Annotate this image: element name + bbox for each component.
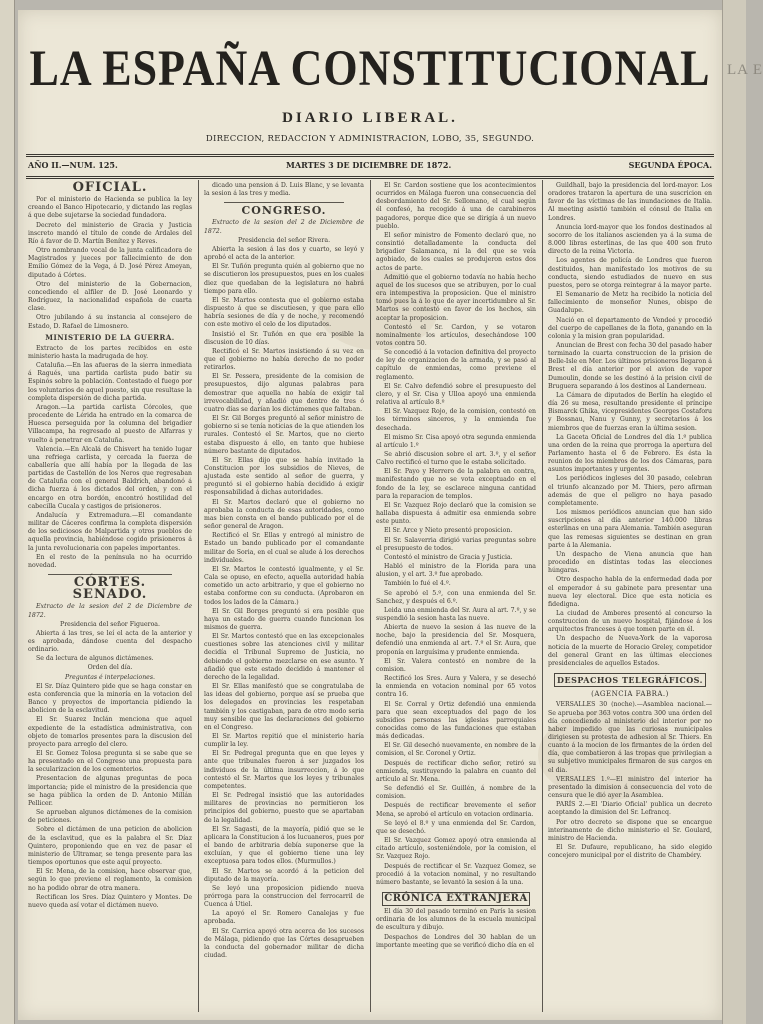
article-paragraph: Anuncian de Brest con fecha 30 del pasado haber terminado la cuarta construccion de la prision de Belle-Isle en Mer. Los últimos prisioneros llegaron á Brest el día anterior por el avion de vapor Dumoulin, donde se les destinó á la prision civil de Bruguera separando á los destinos al Landerneau. (548, 341, 712, 390)
article-paragraph: El Sr. Carrica apoyó otra acerca de los sucesos de Málaga, pidiendo que las Córtes desaprueben la conducta del gobernador militar de dicha ciudad. (204, 927, 364, 960)
article-paragraph: Rectificó el Sr. Martos insistiendo á su vez en que el gobierno no había derecho de no poder retirarlos. (204, 347, 364, 372)
article-paragraph: La apoyó el Sr. Romero Canalejas y fue aprobada. (204, 910, 364, 926)
article-paragraph: Abierta la sesion á las dos y cuarto, se leyó y aprobó el acta de la anterior. (204, 245, 364, 262)
article-paragraph: El Sr. Vazquez Gomez apoyó otra enmienda al citado artículo, sosteniéndole, por la comision, el Sr. Vazquez Rojo. (376, 837, 536, 861)
article-paragraph: El Sr. Gil desechó nuevamente, en nombre de la comision, el Sr. Coronel y Ortiz. (376, 742, 536, 758)
issue-date: MARTES 3 DE DICIEMBRE DE 1872. (286, 160, 452, 170)
article-paragraph: Extracto de los partes recibidos en este ministerio hasta la madrugada de hoy. (28, 344, 192, 360)
article-paragraph: El Sr. Sagasti, de la mayoría, pidió que se le aplicara la Constitucion á los lucuaneros, pues por el bando de arbitraria debía suponerse que la excluían, y que el gobierno tiene una ley exceptuosa para todos ellos. (Murmullos.) (204, 825, 364, 866)
article-paragraph: El Sr. Salaverria dirigió varias preguntas sobre el presupuesto de todos. (376, 536, 536, 552)
article-paragraph: Por otro decreto se dispone que se encargue interinamente de dicho ministerio el Sr. Goulard, ministro de Hacienda. (548, 818, 712, 842)
section-guerra-heading: MINISTERIO DE LA GUERRA. (45, 332, 175, 342)
article-paragraph: El mismo Sr. Cisa apoyó otra segunda enmienda al artículo 1.º (376, 433, 536, 449)
article-paragraph: El Sr. Mena, de la comision, hace observar que, según lo que previene el reglamento, la comision no ha podido obrar de otra manera. (28, 868, 192, 892)
article-paragraph: Rectificó los Sres. Aura y Valera, y se desechó la enmienda en votacion nominal por 65 votos contra 16. (376, 675, 536, 699)
article-paragraph: Despachos de Londres del 30 hablan de un importante meeting que se verificó dicho día en el (376, 933, 536, 949)
article-paragraph: Andalucía y Extremadura.—El comandante militar de Cáceres confirma la completa dispersión de los sediciosos de Malpartida y otros pueblos de aquella provincia, habiéndose cogido prisioneros á la junta revolucionaria con papeles importantes. (28, 511, 192, 552)
newspaper-subtitle: DIARIO LIBERAL. (282, 110, 458, 126)
newspaper-title: LA ESPAÑA CONSTITUCIONAL (29, 40, 711, 97)
section-despachos-heading: DESPACHOS TELEGRÁFICOS. (554, 673, 706, 687)
issue-number: AÑO II.—NUM. 125. (28, 160, 118, 170)
article-paragraph: Admitió que el gobierno todavía no había hecho aquel de los sucesos que se atribuyen, por lo cual era intempestiva la proposicion. Que el ministro tomó pues la á lo que de ayer incertidumbre al Sr. Martos se contestó en favor de los hechos, sin aceptar la proposicion. (376, 273, 536, 322)
article-paragraph: El Sr. Vazquez Rojo, de la comision, contestó en los términos sinceros, y la enmienda fue desechada. (376, 408, 536, 432)
article-paragraph: Preguntas é interpelaciones. (65, 673, 155, 681)
article-paragraph: Contestó el ministro de Gracia y Justicia. (384, 553, 513, 561)
left-page-edge (0, 0, 15, 1024)
article-paragraph: El Sr. Arce y Nieto presentó proposicion. (384, 527, 513, 535)
section-cronica-heading: CRÓNICA EXTRANJERA (382, 892, 530, 906)
article-paragraph: El Sr. Ellas manifestó que se congratulaba de las ideas del gobierno, porque así se prueba que los delegados en provincias les respetaban también y los castigaban, para de otro modo seria muy sensible que las declaraciones del gobierno en el Congreso. (204, 683, 364, 731)
article-paragraph: Otro nombrando vocal de la junta calificadora de Magistrados y jueces por fallecimiento de don Emilio Gómez de la Vega, á D. José Pérez Ameyan, diputado á Córtes. (28, 247, 192, 279)
article-paragraph: El Sr. Pessera, presidente de la comision de presupuestos, dijo algunas palabras para demostrar que aquella no había de exigir tal irrevocabilidad, y añadió que dentro de tres ó cuatro días se darían los dictámenes que faltaban. (204, 373, 364, 413)
article-paragraph: Valencia.—En Alcalá de Chisvert ha tenido lugar una refriega carlista, y cercada la fuerza de caballería que allí había por la llegada de las partidas de Castellón de los Neros que regresaban de Cataluña con el general Baldrich, abandonó á dicha fuerza á los dictados del orden, y con el encargo en otra bordón, encontró hostilidad del cabecilla Cucala y castigos de prisioneros. (28, 445, 192, 510)
article-paragraph: Los agentes de policía de Londres que fueron destituidos, han manifestado los motivos de su conducta, siendo estudiados de nuevo en sus puestos, pero se otorga reintegrar á la mayor parte. (548, 257, 712, 289)
article-paragraph: Un despacho de Nueva-York de la vaporosa noticia de la muerte de Horacio Greley, competidor del general Grant en las últimas elecciones presidenciales de aquellos Estados. (548, 635, 712, 667)
masthead (18, 40, 722, 97)
article-paragraph: Anuncia lord-mayor que los fondos destinados al socorro de los italianos ascienden ya á la suma de 8.000 libras esterlinas, de las que 400 son fruto directo de la reina Victoria. (548, 223, 712, 256)
column-2 (204, 182, 364, 1012)
article-paragraph: El Sr. Martos contestó que en las excepcionales cuestiones sobre las atenciones civil y militar decidía el Tribunal Supremo de Justicia, no debiendo el gobierno mezclarse en ese asunto. Y añadió que este estado decidido á mantener el derecho de la legalidad. (204, 633, 364, 681)
article-paragraph: El Sr. Suarez Inclán menciona que aquel expediente de la estadística administrativa, con objeto de tomarlos presentes para la discusion del proyecto para arreglo del clero. (28, 716, 192, 748)
article-paragraph: Guildhall, bajo la presidencia del lord-mayor. Los oradores trataron la apertura de una suscricion en favor de las víctimas de las inundaciones de Italia. Al meeting asistió también el cónsul de Italia en Londres. (548, 182, 712, 222)
article-paragraph: Se da lectura de algunos dictámenes. (36, 655, 154, 663)
article-paragraph: PARÍS 2.—El 'Diario Oficial' publica un decreto aceptando la dimision del Sr. Lefrancq. (548, 801, 712, 817)
article-paragraph: Presidencia del señor Rivera. (237, 236, 331, 244)
article-paragraph: Aragon.—La partida carlista Córcoles, que procedente de Lérida ha entrado en la comarca de Huesca perseguida por la columna del brigadier Villacampa, ha regresado al puesto de Alfarras y vuelto á penetrar en Cataluña. (28, 403, 192, 444)
article-paragraph: Se aprobó el 5.º, con una enmienda del Sr. Sanchez, y después el 6.º. (376, 589, 536, 605)
article-paragraph: El Sr. Ellas dijo que se había invitado la Constitucion por los subsidios de Nieves, de ajustada este sentido al señor de guerra, y preguntó si el gobierno había decidido á exigir responsabilidad á dichas autoridades. (204, 456, 364, 497)
article-paragraph: Un despacho de Viena anuncia que han procedido en distintas todas las elecciones húngaras. (548, 550, 712, 575)
article-paragraph: El Sr. Gil Borges preguntó al señor ministro de gobierno si se tenía noticias de la que atienden los rurales. Contestó el Sr. Martos, que no cierto estaba dispuesto á ello, en tanto que hubiese número bastante de diputados. (204, 415, 364, 455)
article-paragraph: Se concedió á la votacion definitiva del proyecto de ley de organizacion de la armada, y se pasó al capítulo de enmiendas, como previene el reglamento. (376, 349, 536, 381)
article-paragraph: Rectificó el Sr. Ellas y entregó al ministro de Estado un bando publicado por el comandante militar de Soria, en el cual se alude á los derechos individuales. (204, 532, 364, 564)
issue-epoch: SEGUNDA ÉPOCA. (628, 160, 712, 170)
article-paragraph: El Sr. Dufaure, republicano, ha sido elegido concejero municipal por el distrito de Chambéry. (548, 844, 712, 860)
article-paragraph: El Sr. Martos contesta que el gobierno estaba dispuesto á que se discutiesen, y que para ello habría sesiones de día y de noche, y recomendó con este motivo el celo de los diputados. (204, 296, 364, 329)
section-oficial-heading: OFICIAL. (72, 180, 148, 195)
article-paragraph: Los periódicos ingleses del 30 pasado, celebran el triunfo alcanzado por M. Thiers, pero afirman además de que el peligro no haya pasado completamente. (548, 475, 712, 507)
article-paragraph: Otro del ministerio de la Gobernacion, concediendo el alfiler de D. José Leonardo y Rodríguez, la nacionalidad española de cuarta clase. (28, 280, 192, 313)
article-paragraph: El Sr. Gomez Tolosa pregunta si se sabe que se ha presentado en el Congreso una propuesta para la secularizacion de los cementerios. (28, 750, 192, 774)
column-1 (28, 182, 192, 1012)
article-paragraph: El Sr. Tuñón pregunta quién al gobierno que no se discutieron los presupuestos, pues en los cuales diez que quedaban de la legislatura no habrá tiempo para ello. (204, 263, 364, 295)
article-paragraph: El Sr. Cardon sostiene que los acontecimientos ocurridos en Málaga fueron una consecuencia del desbordamiento del Sr. Sellomano, el cual según él confesó, ha recogido á una de carabineros pagadores, porque dice que se dirigía á un nuevo pueblo. (376, 182, 536, 230)
article-paragraph: El Sr. Gil Borges preguntó si era posible que haya un estado de guerra cuando funcionan los mismos de guerra. (204, 607, 364, 631)
article-paragraph: Insistió el Sr. Tuñón en que era posible la discusion de 10 días. (204, 330, 364, 346)
section-congreso-heading: CONGRESO. (241, 204, 327, 218)
article-paragraph: Sobre el dictámen de una peticion de abolicion de la esclavitud, que es la palabra el Sr. Díaz Quintero, proponiendo que en vez de pasar el ministerio de Ultramar, se tenga presente para las tiempos oportunos que este aquí proyecto. (28, 826, 192, 867)
article-paragraph: Otro jubilando á su instancia al consejero de Estado, D. Rafael de Limosnero. (28, 314, 192, 330)
article-paragraph: Se abrió discusion sobre el art. 3.º, y el señor Calvo rectificó el turno que le estaba solicitado. (376, 451, 536, 467)
article-paragraph: Presidencia del señor Figueroa. (60, 620, 160, 628)
column-4 (548, 182, 712, 1012)
article-paragraph: La Cámara de diputados de Berlín ha elegido el día 26 su mesa, resultando presidente el príncipe Bismarck Ghika, vicepresidentes Georges Costaforu y Bossnau, Nanu y Gunny, y secretarios á los miembros que de fuerzas eran la última sesion. (548, 391, 712, 432)
article-paragraph: Abierta á las tres, se leí el acta de la anterior y es aprobada, dándose cuenta del despacho ordinario. (28, 629, 192, 654)
article-paragraph: El Sr. Corral y Ortiz defendió una enmienda para que sean exceptuados del pago de los subsidios personas las iglesias parroquiales conocidas como de las fundaciones que estaban más dedicadas. (376, 700, 536, 741)
article-paragraph: Se defendió el Sr. Guillén, á nombre de la comision. (376, 785, 536, 801)
article-paragraph: Otro despacho habla de la enfermedad dada por el emperador á su gabinete para presentar una nueva ley electoral. Dice que esta noticia es fidedigna. (548, 576, 712, 608)
newspaper-address: DIRECCION, REDACCION Y ADMINISTRACION, LOBO, 35, SEGUNDO. (205, 134, 535, 144)
article-paragraph: El Semanario de Metz ha recibido la noticia del fallecimiento de monseñor Nunes, obispo de Guadalupe. (548, 291, 712, 315)
article-paragraph: Después de rectificar brevemente el señor Mena, se aprobó el artículo en votacion ordinaria. (376, 802, 536, 818)
article-paragraph: El día 30 del pasado terminó en París la sesion ordinaria de los alumnos de la escuela municipal de escultura y dibujo. (376, 908, 536, 932)
article-paragraph: En el resto de la península no ha ocurrido novedad. (28, 553, 192, 569)
article-paragraph: Cataluña.—En las afueras de la sierra inmediata á Ragués, una partida carlista pudo batir su Espinós sobre la población. Contestado el fuego por los voluntarios de aquel puesto, sin que resultase la completa dispersión de dicha partida. (28, 362, 192, 402)
article-paragraph: La Gaceta Oficial de Londres del día 1.º publica una orden de la reina que prorroga la apertura del Parlamento hasta el 6 de Febrero. Es ésta la reunion de los miembros de los dos Cámaras, para asuntos importantes y urgentes. (548, 433, 712, 474)
article-paragraph: El Sr. Payo y Herrero de la palabra en contra, manifestando que no se vota exceptuado en el fondo de la ley, se esclarece ninguna cantidad para la reparacion de templos. (376, 468, 536, 500)
article-paragraph: El Sr. Valera contestó en nombre de la comision. (376, 657, 536, 673)
article-paragraph: Habló el ministro de la Florida para una alusion, y el art. 3.º fue aprobado. (376, 563, 536, 579)
article-paragraph: El Sr. Pedregal pregunta que en que leyes y ante que tribunales fueron á ser juzgados los individuos de la última insurreccion, á lo que contestó el Sr. Martos que los leyes y tribunales competentes. (204, 750, 364, 790)
article-paragraph: El Sr. Martos repitió que el ministerio haría cumplir la ley. (204, 733, 364, 749)
article-paragraph: dicado una pension á D. Luis Blanc, y se levanta la sesion á las tres y media. (204, 182, 364, 198)
article-paragraph: Presentacion de algunas preguntas de poca importancia; pide el ministro de la presidencia que se haga pública la orden de D. Antonio Millán Pellicer. (28, 775, 192, 807)
article-paragraph: El Sr. Díaz Quintero pide que se haga constar en esta conferencia que la minoría en la votacion del Banco y proyectos de importancia pidiendo la abolicion de la esclavitud. (28, 682, 192, 715)
right-page-edge (722, 0, 763, 1024)
article-paragraph: El Sr. Pedregal insistió que las autoridades militares de provincias no permitieron los principios del gobierno, puesto que se apartaban de la legalidad. (204, 792, 364, 824)
article-paragraph: El señor ministro de Fomento declaró que, no consintió detalladamente la conducta del brigadier Salamanca, ni la del que se veía agobiado, de los cuales se produjeron estos dos actos de parte. (376, 231, 536, 272)
article-paragraph: Extracto de la sesion del 2 de Diciembre de 1872. (28, 603, 192, 619)
article-paragraph: El Sr. Martos le contestó igualmente, y el Sr. Cala se opuso, en efecto, aquella autoridad había cometido un acto arbitrario, y que el gobierno no estaba conforme con su conducta. (Aprobaron en todos los lados de la Cámara.) (204, 565, 364, 606)
article-paragraph: El Sr. Martos se acordó á la peticion del diputado de la mayoría. (204, 867, 364, 883)
article-paragraph: El Sr. Calvo defendió sobre el presupuesto del clero, y el Sr. Cisa y Ulloa apoyó una enmienda relativa al artículo 8.º (376, 382, 536, 407)
section-senado-heading: SENADO. (72, 587, 148, 603)
article-paragraph: Leida una enmienda del Sr. Aura al art. 7.º, y se suspendió la sesion hasta las nueve. (376, 606, 536, 622)
article-paragraph: Orden del día. (87, 664, 133, 672)
article-paragraph: VERSALLES 1.º—El ministro del interior ha presentado la dimision á consecuencia del voto de censura que le dió ayer la Asamblea. (548, 775, 712, 800)
article-paragraph: También lo fué el 4.º. (384, 580, 451, 588)
article-paragraph: El Sr. Vazquez Rojo declaró que la comision se hallaba dispuesta á admitir esa enmienda sobre este punto. (376, 501, 536, 526)
article-paragraph: Decreto del ministerio de Gracia y Justicia inscreto mandó el título de conde de Ardales del Río á favor de D. Martín Benítez y Reves. (28, 221, 192, 245)
article-paragraph: Después de rectificar el Sr. Vazquez Gomez, se procedió á la votacion nominal, y no resultando número bastante, se levantó la sesion á la una. (376, 862, 536, 886)
article-paragraph: Se aprueban algunos dictámenes de la comision de peticiones. (28, 809, 192, 825)
article-paragraph: Se leyó el 8.º y una enmienda del Sr. Cardon, que se desechó. (376, 819, 536, 835)
column-3 (376, 182, 536, 1012)
article-paragraph: La ciudad de Amberes presentó al concurso la construccion de un nuevo hospital, fijándose á los arquitectos franceses á que tomen parte en él. (548, 609, 712, 634)
agency-label: (AGENCIA FABRA.) (591, 690, 669, 699)
article-paragraph: Los mismos periódicos anuncian que han sido suscripciones al día anterior 140.000 libras esterlinas en una para Alemania. También aseguran que las remesas siguientes se destinan en gran parte á la Alemania. (548, 509, 712, 549)
adjacent-page-title: LA E (727, 62, 763, 78)
article-paragraph: Se leyó una proposicion pidiendo nueva prórroga para la construccion del ferrocarril de Cuenca á Utiel. (204, 884, 364, 909)
article-paragraph: VERSALLES 30 (noche).—Asamblea nacional.—Se aprueba por 363 votos contra 300 una órden del día concediendo al ministerio del interior por no haber impedido que las curiosas municipales dirigiesen su protesta de adhesion al Sr. Thiers. En cuanto á la mocion de los firmantes de la órden del día, que combatieron á las tropas que privilegian a su subjetivo municipales firmaron de sus cargos en el dia. (548, 701, 712, 774)
article-paragraph: Nació en el departamento de Vendeé y procedió del cuerpo de capellanes de la flota, ganando en la colonia y la mision gran popularidad. (548, 316, 712, 340)
dateline (28, 160, 712, 174)
article-paragraph: Después de rectificar dicho señor, retiró su enmienda, sustituyendo la palabra en cuanto del artículo al Sr. Mena. (376, 759, 536, 783)
article-paragraph: Abierta de nuevo la sesion á las nueve de la noche, bajo la presidencia del Sr. Mosquera, defendió una enmienda al art. 7.º el Sr. Aura, que proponía en larguísima y prudente enmienda. (376, 624, 536, 656)
article-paragraph: Por el ministerio de Hacienda se publica la ley creando el Banco Hipotecario, y dictando las reglas á que debe sujetarse la sociedad fundadora. (28, 196, 192, 220)
article-paragraph: Rectifican los Sres. Díaz Quintero y Montes. De nuevo queda así votar el dictámen nuevo. (28, 893, 192, 909)
section-cortes-heading: CÓRTES. (73, 575, 147, 591)
article-paragraph: El Sr. Martos declaró que el gobierno no aprobaba la conducta de esas autoridades, como mas bien consta en el bando publicado por el de señor general de Aragon. (204, 498, 364, 531)
article-paragraph: Extracto de la sesion del 2 de Diciembre de 1872. (204, 219, 364, 235)
newspaper-page (18, 10, 722, 1020)
article-paragraph: Contestó el Sr. Cardon, y se votaron nominalmente los artículos, desechándose 100 votos contra 50. (376, 323, 536, 347)
